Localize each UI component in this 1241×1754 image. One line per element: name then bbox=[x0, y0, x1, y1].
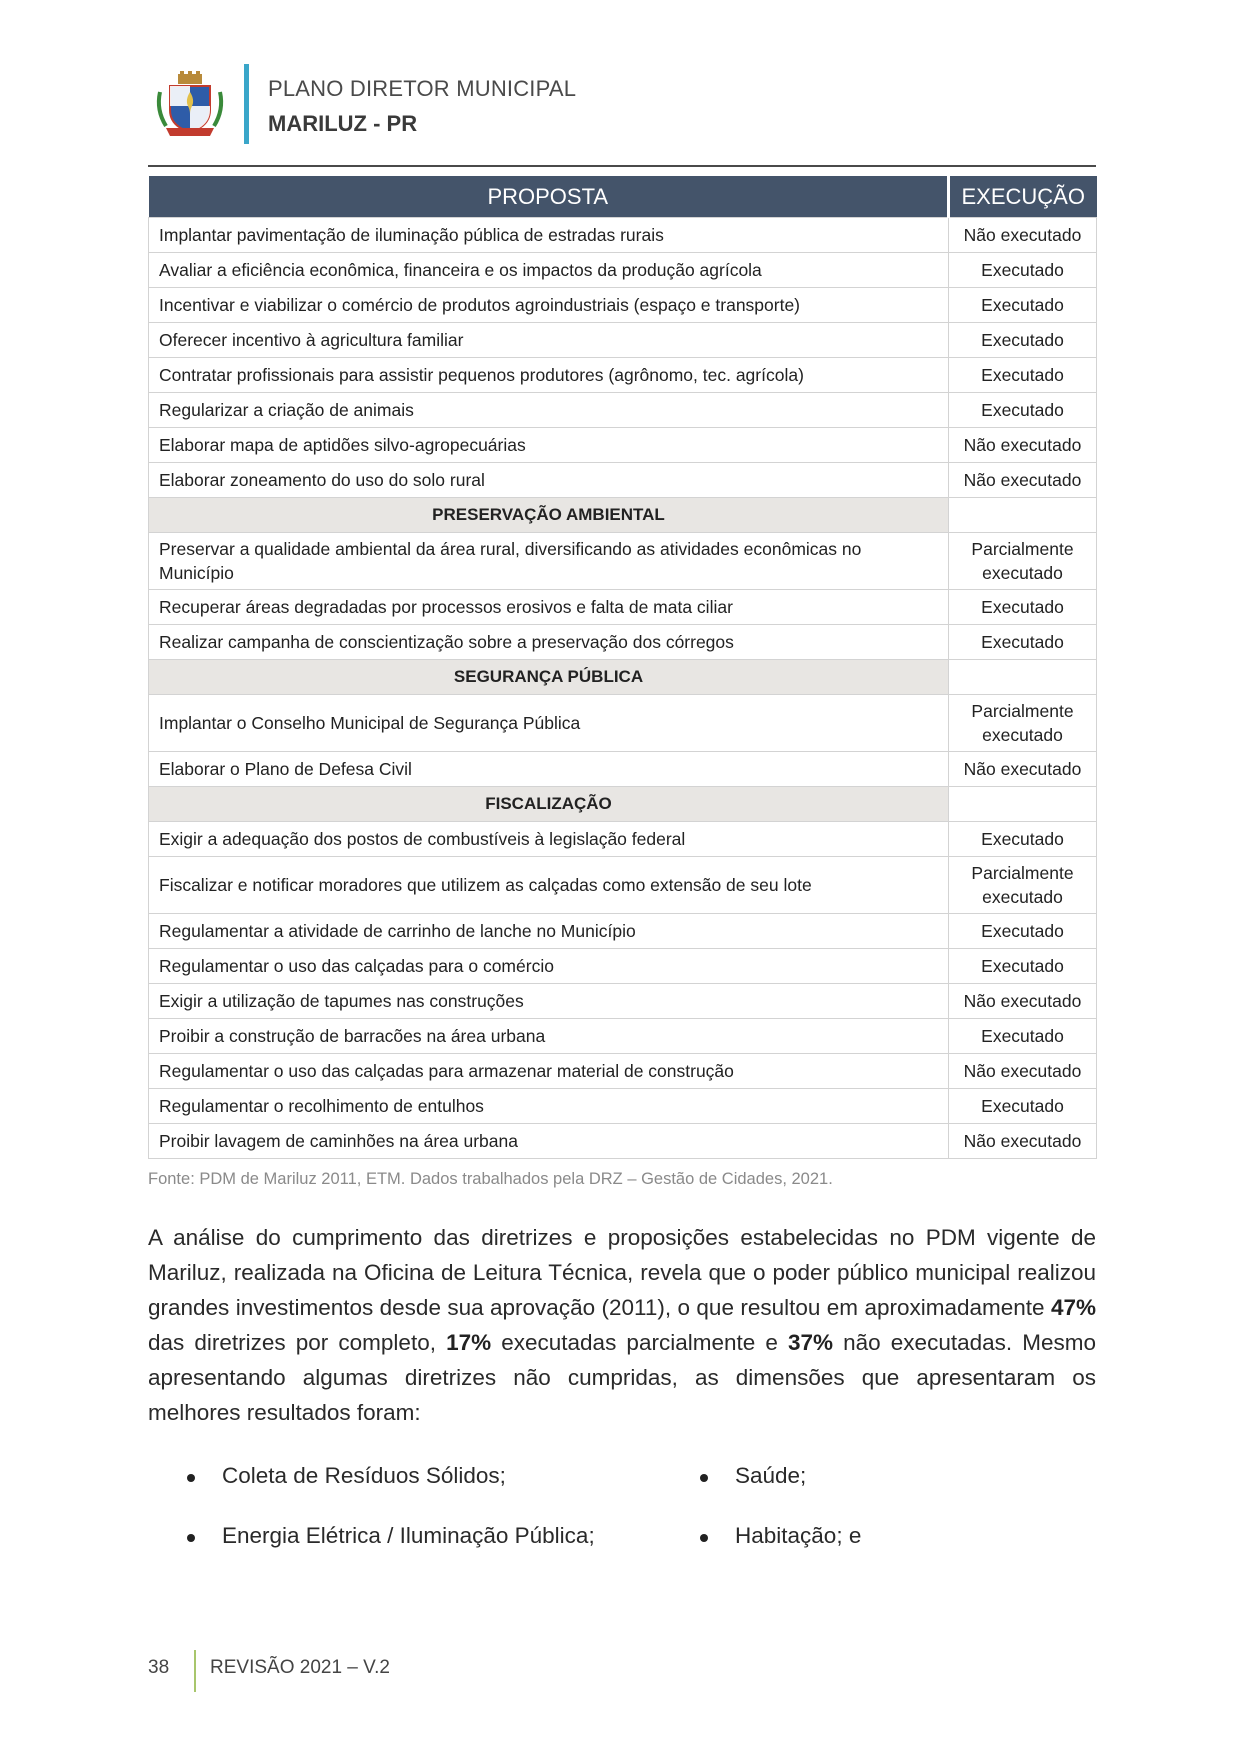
section-row bbox=[149, 787, 1097, 822]
status-cell: Executado bbox=[949, 625, 1097, 660]
status-cell: Não executado bbox=[949, 463, 1097, 498]
proposal-cell: Proibir a construção de barracões na área urbana bbox=[149, 1019, 949, 1054]
table-row bbox=[149, 590, 1097, 625]
paragraph-text: das diretrizes por completo, bbox=[148, 1330, 447, 1355]
list-item-text: Coleta de Resíduos Sólidos; bbox=[222, 1463, 506, 1488]
table-row bbox=[149, 914, 1097, 949]
status-line: executado bbox=[982, 725, 1063, 745]
page-number: 38 bbox=[148, 1657, 170, 1678]
bullet-icon bbox=[187, 1474, 195, 1482]
table-row bbox=[149, 358, 1097, 393]
section-empty-cell bbox=[949, 787, 1097, 822]
proposal-cell: Realizar campanha de conscientização sobre a preservação dos córregos bbox=[149, 625, 949, 660]
paragraph-text: não executadas. Mesmo apresentando algumas diretrizes não cumpridas, as dimensões que apresentaram os melhores resultados foram: bbox=[148, 1330, 1097, 1425]
status-line: Parcialmente bbox=[971, 863, 1074, 883]
section-heading: PRESERVAÇÃO AMBIENTAL bbox=[149, 498, 949, 533]
section-heading: FISCALIZAÇÃO bbox=[149, 787, 949, 822]
status-cell: Não executado bbox=[949, 752, 1097, 787]
status-cell: Executado bbox=[949, 914, 1097, 949]
list-item-text: Habitação; e bbox=[735, 1523, 862, 1548]
proposal-cell: Elaborar o Plano de Defesa Civil bbox=[149, 752, 949, 787]
bullet-icon bbox=[700, 1534, 708, 1542]
table-row bbox=[149, 1124, 1097, 1159]
status-cell: Não executado bbox=[949, 1124, 1097, 1159]
section-row bbox=[149, 498, 1097, 533]
table-row bbox=[149, 1019, 1097, 1054]
proposal-cell: Implantar pavimentação de iluminação pública de estradas rurais bbox=[149, 218, 949, 253]
revision-label: REVISÃO 2021 – V.2 bbox=[210, 1657, 390, 1678]
table-row bbox=[149, 323, 1097, 358]
status-line: Parcialmente bbox=[971, 539, 1074, 559]
proposal-cell: Elaborar mapa de aptidões silvo-agropecuárias bbox=[149, 428, 949, 463]
paragraph-text: A análise do cumprimento das diretrizes e proposições estabelecidas no PDM vigente de Mariluz, realizada na Oficina de Leitura Técnica, revela que o poder público municipal realizou grandes investimentos desde sua aprovação (2011), o que resultou em aproximadamente bbox=[148, 1225, 1096, 1320]
proposal-cell: Fiscalizar e notificar moradores que utilizem as calçadas como extensão de seu lote bbox=[149, 857, 949, 914]
status-cell bbox=[949, 857, 1097, 914]
status-cell: Executado bbox=[949, 323, 1097, 358]
table-row bbox=[149, 949, 1097, 984]
table-row bbox=[149, 822, 1097, 857]
analysis-paragraph bbox=[148, 1220, 1096, 1430]
municipal-coat-of-arms-logo bbox=[152, 70, 228, 142]
status-line: executado bbox=[982, 563, 1063, 583]
proposal-cell: Regulamentar o uso das calçadas para armazenar material de construção bbox=[149, 1054, 949, 1089]
status-cell: Executado bbox=[949, 253, 1097, 288]
page-header bbox=[148, 64, 1096, 168]
proposal-cell: Incentivar e viabilizar o comércio de produtos agroindustriais (espaço e transporte) bbox=[149, 288, 949, 323]
proposal-cell: Regulamentar o uso das calçadas para o comércio bbox=[149, 949, 949, 984]
status-cell bbox=[949, 695, 1097, 752]
proposal-cell: Regulamentar a atividade de carrinho de lanche no Município bbox=[149, 914, 949, 949]
proposal-cell: Preservar a qualidade ambiental da área rural, diversificando as atividades econômicas no Município bbox=[149, 533, 949, 590]
status-cell: Executado bbox=[949, 358, 1097, 393]
status-line: executado bbox=[982, 887, 1063, 907]
proposals-table bbox=[148, 176, 1097, 1159]
status-cell: Executado bbox=[949, 949, 1097, 984]
proposal-cell: Exigir a adequação dos postos de combustíveis à legislação federal bbox=[149, 822, 949, 857]
status-cell: Não executado bbox=[949, 218, 1097, 253]
header-title: PLANO DIRETOR MUNICIPAL bbox=[268, 76, 577, 101]
table-row bbox=[149, 1089, 1097, 1124]
table-row bbox=[149, 1054, 1097, 1089]
header-subtitle: MARILUZ - PR bbox=[268, 111, 418, 136]
table-row bbox=[149, 253, 1097, 288]
proposal-cell: Recuperar áreas degradadas por processos erosivos e falta de mata ciliar bbox=[149, 590, 949, 625]
section-row bbox=[149, 660, 1097, 695]
section-empty-cell bbox=[949, 660, 1097, 695]
status-cell: Executado bbox=[949, 288, 1097, 323]
proposal-cell: Elaborar zoneamento do uso do solo rural bbox=[149, 463, 949, 498]
column-header-execucao: EXECUÇÃO bbox=[949, 176, 1097, 218]
table-header-row bbox=[149, 176, 1097, 218]
column-header-proposta: PROPOSTA bbox=[149, 176, 949, 218]
header-divider bbox=[148, 165, 1096, 167]
footer-divider bbox=[194, 1650, 196, 1692]
table-row bbox=[149, 625, 1097, 660]
table-row bbox=[149, 393, 1097, 428]
table-row bbox=[149, 695, 1097, 752]
status-cell: Executado bbox=[949, 1019, 1097, 1054]
proposal-cell: Avaliar a eficiência econômica, financeira e os impactos da produção agrícola bbox=[149, 253, 949, 288]
percent-not-executed: 37% bbox=[787, 1330, 834, 1355]
proposal-cell: Regularizar a criação de animais bbox=[149, 393, 949, 428]
status-cell: Executado bbox=[949, 1089, 1097, 1124]
table-source-note: Fonte: PDM de Mariluz 2011, ETM. Dados trabalhados pela DRZ – Gestão de Cidades, 2021. bbox=[148, 1170, 833, 1188]
percent-partial: 17% bbox=[446, 1330, 492, 1355]
status-cell: Não executado bbox=[949, 428, 1097, 463]
table-row bbox=[149, 288, 1097, 323]
header-accent-bar bbox=[244, 64, 249, 144]
proposal-cell: Exigir a utilização de tapumes nas construções bbox=[149, 984, 949, 1019]
table-row bbox=[149, 428, 1097, 463]
proposal-cell: Oferecer incentivo à agricultura familiar bbox=[149, 323, 949, 358]
status-cell: Executado bbox=[949, 393, 1097, 428]
table-row bbox=[149, 463, 1097, 498]
table-row bbox=[149, 533, 1097, 590]
table-row bbox=[149, 752, 1097, 787]
status-line: Parcialmente bbox=[971, 701, 1074, 721]
status-cell: Não executado bbox=[949, 984, 1097, 1019]
list-item-text: Saúde; bbox=[735, 1463, 807, 1488]
bullet-icon bbox=[187, 1534, 195, 1542]
table-row bbox=[149, 984, 1097, 1019]
percent-complete: 47% bbox=[1050, 1295, 1096, 1320]
status-cell: Não executado bbox=[949, 1054, 1097, 1089]
status-cell: Executado bbox=[949, 590, 1097, 625]
section-heading: SEGURANÇA PÚBLICA bbox=[149, 660, 949, 695]
status-cell bbox=[949, 533, 1097, 590]
table-row bbox=[149, 218, 1097, 253]
paragraph-text: executadas parcialmente e bbox=[491, 1330, 788, 1355]
table-row bbox=[149, 857, 1097, 914]
list-item-text: Energia Elétrica / Iluminação Pública; bbox=[222, 1523, 595, 1548]
proposal-cell: Proibir lavagem de caminhões na área urbana bbox=[149, 1124, 949, 1159]
proposal-cell: Implantar o Conselho Municipal de Segurança Pública bbox=[149, 695, 949, 752]
section-empty-cell bbox=[949, 498, 1097, 533]
proposal-cell: Contratar profissionais para assistir pequenos produtores (agrônomo, tec. agrícola) bbox=[149, 358, 949, 393]
bullet-icon bbox=[700, 1474, 708, 1482]
proposal-cell: Regulamentar o recolhimento de entulhos bbox=[149, 1089, 949, 1124]
status-cell: Executado bbox=[949, 822, 1097, 857]
